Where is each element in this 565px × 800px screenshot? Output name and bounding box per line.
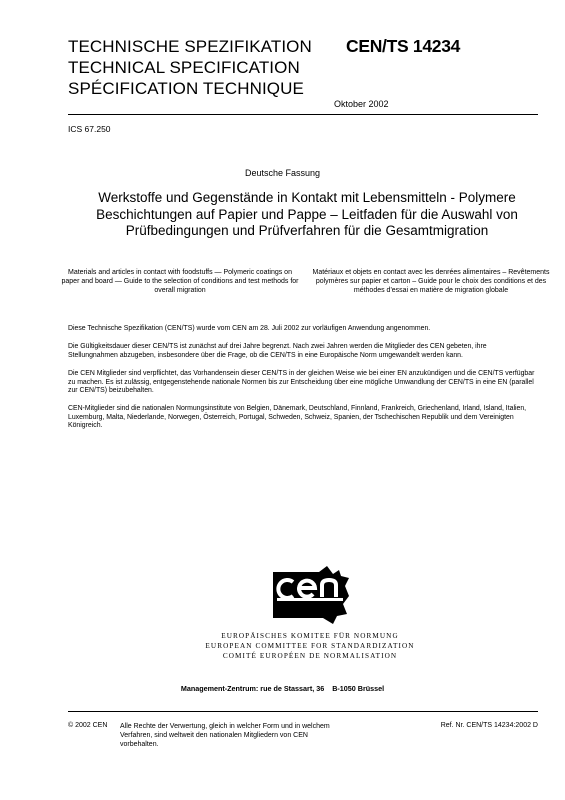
top-divider	[68, 114, 538, 115]
committee-name-de: EUROPÄISCHES KOMITEE FÜR NORMUNG	[221, 632, 399, 640]
reference-number: Ref. Nr. CEN/TS 14234:2002 D	[440, 722, 538, 729]
bottom-divider	[68, 711, 538, 712]
committee-name-fr: COMITÉ EUROPÉEN DE NORMALISATION	[222, 652, 398, 660]
publication-date: Oktober 2002	[334, 99, 389, 109]
rights-statement: Alle Rechte der Verwertung, gleich in welcher Form und in welchem Verfahren, sind weltweit den nationalen Mitgliedern von CEN vorbehalten.	[120, 723, 330, 748]
document-type-heading	[68, 36, 312, 99]
heading-line-de: TECHNISCHE SPEZIFIKATION	[68, 37, 312, 56]
copyright-notice: © 2002 CEN	[68, 722, 108, 729]
committee-name-en: EUROPEAN COMMITTEE FOR STANDARDIZATION	[205, 642, 415, 650]
ics-code: ICS 67.250	[68, 124, 111, 134]
version-label: Deutsche Fassung	[244, 168, 321, 178]
title-english: Materials and articles in contact with foodstuffs — Polymeric coatings on paper and board — Guide to the selection of conditions and test methods for overall migration	[61, 269, 299, 294]
document-title: Werkstoffe und Gegenstände in Kontakt mit Lebensmitteln - Polymere Beschichtungen auf Papier und Pappe – Leitfaden für die Auswahl von Prüfbedingungen und Prüfverfahren für die Gesamtmigration	[96, 190, 518, 238]
heading-line-fr: SPÉCIFICATION TECHNIQUE	[68, 79, 304, 98]
management-centre-address: Management-Zentrum: rue de Stassart, 36 B-1050 Brüssel	[180, 684, 385, 693]
validity-paragraph: Die Gültigkeitsdauer dieser CEN/TS ist zunächst auf drei Jahre begrenzt. Nach zwei Jahren werden die Mitglieder des CEN gebeten, ihre Stellungnahmen abzugeben, insbesondere über die Frage, ob die CEN/TS in eine Europäische Norm umgewandelt werden kann.	[68, 343, 487, 359]
adoption-paragraph: Diese Technische Spezifikation (CEN/TS) wurde vom CEN am 28. Juli 2002 zur vorläufigen Anwendung angenommen.	[68, 325, 431, 332]
cen-logo-icon	[267, 566, 351, 624]
standard-number: CEN/TS 14234	[346, 36, 461, 56]
obligation-paragraph: Die CEN Mitglieder sind verpflichtet, das Vorhandensein dieser CEN/TS in der gleichen Weise wie bei einer EN anzukündigen und die CEN/TS verfügbar zu machen. Es ist zulässig, entgegenstehende nationale Normen bis zur Entscheidung über eine mögliche Umwandlung der CEN/TS in eine EN (parallel zur CEN/TS) beizubehalten.	[68, 370, 535, 394]
members-paragraph: CEN-Mitglieder sind die nationalen Normungsinstitute von Belgien, Dänemark, Deutschland, Finnland, Frankreich, Griechenland, Irland, Island, Italien, Luxemburg, Malta, Niederlande, Norwegen, Österreich, Portugal, Schweden, Schweiz, Spanien, der Tschechischen Republik und dem Vereinigten Königreich.	[68, 405, 527, 429]
title-french: Matériaux et objets en contact avec les denrées alimentaires – Revêtements polymères sur papier et carton – Guide pour le choix des conditions et des méthodes d'essai en matière de migration globale	[312, 269, 550, 294]
heading-line-en: TECHNICAL SPECIFICATION	[68, 58, 300, 77]
